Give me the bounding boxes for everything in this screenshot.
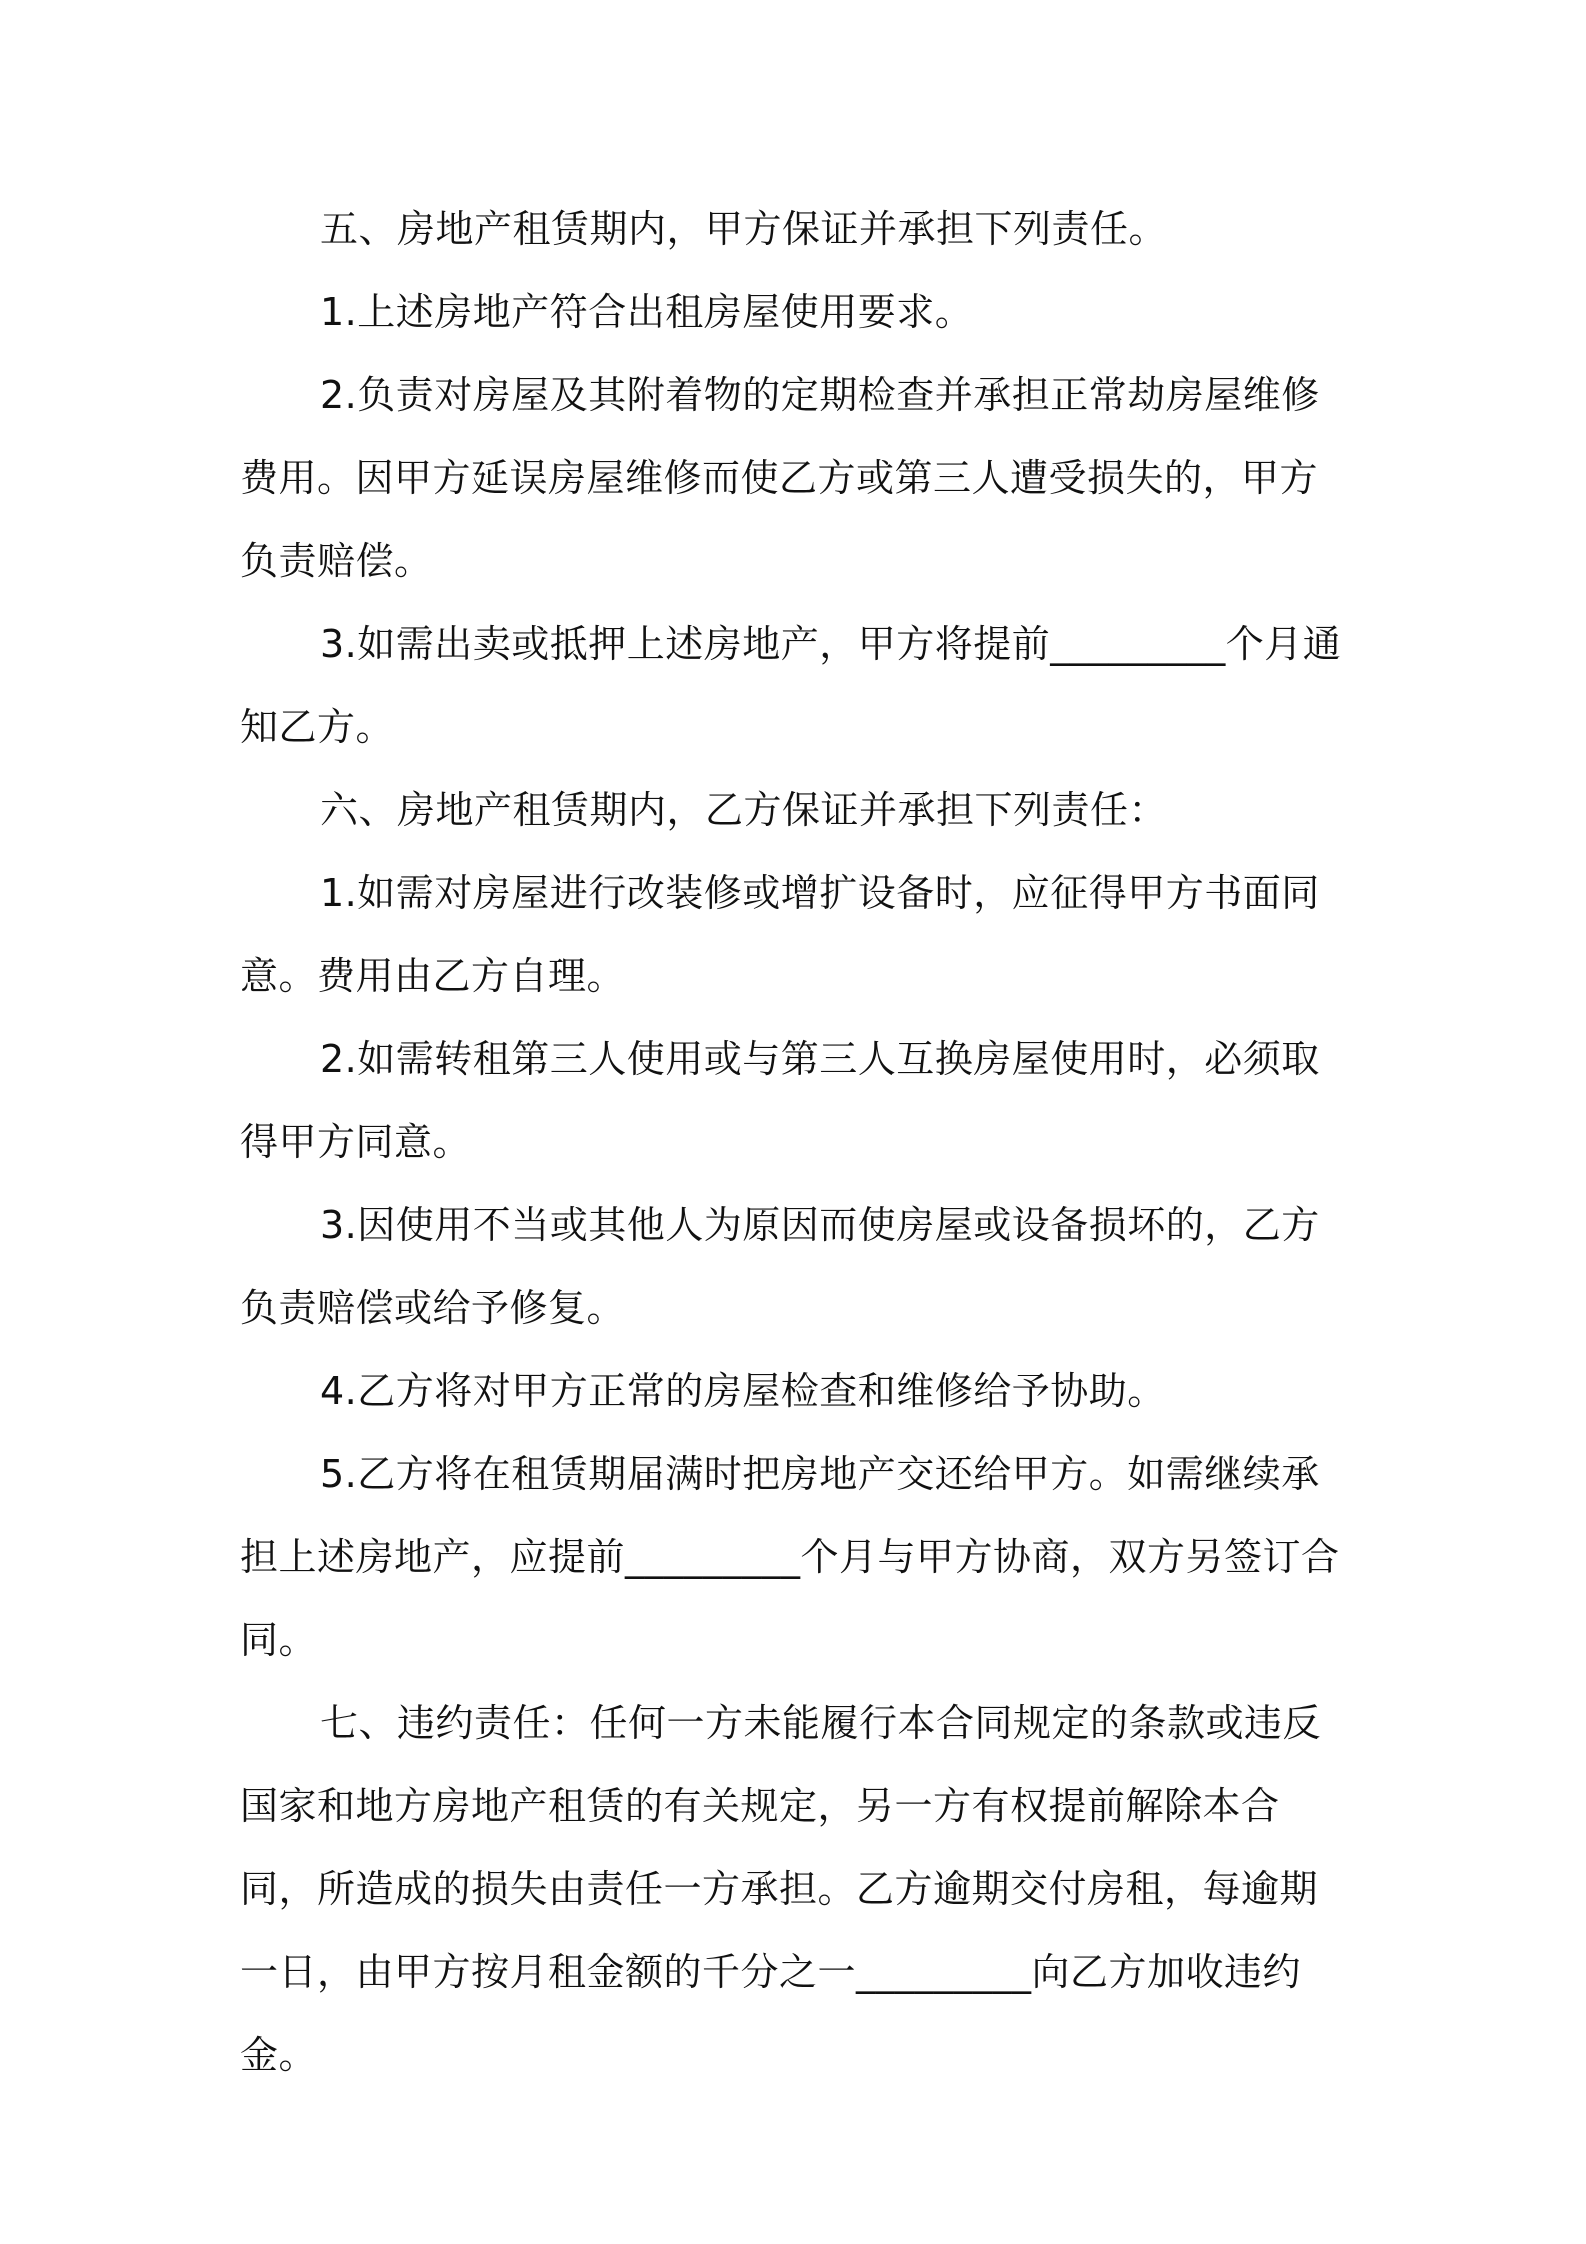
section-6-item-1: 1.如需对房屋进行改装修或增扩设备时，应征得甲方书面同意。费用由乙方自理。 [240, 871, 1320, 998]
section-5-item-1: 1.上述房地产符合出租房屋使用要求。 [320, 290, 974, 334]
section-5-item-3: 3.如需出卖或抵押上述房地产，甲方将提前_________个月通知乙方。 [240, 622, 1342, 749]
section-5-heading: 五、房地产租赁期内，甲方保证并承担下列责任。 [320, 207, 1168, 251]
section-5-item-2: 2.负责对房屋及其附着物的定期检查并承担正常劫房屋维修费用。因甲方延误房屋维修而使乙方或第三人遭受损失的，甲方负责赔偿。 [240, 373, 1320, 583]
section-6-item-2: 2.如需转租第三人使用或与第三人互换房屋使用时，必须取得甲方同意。 [240, 1037, 1320, 1164]
section-6-item-3: 3.因使用不当或其他人为原因而使房屋或设备损坏的，乙方负责赔偿或给予修复。 [240, 1203, 1320, 1330]
section-6-heading: 六、房地产租赁期内，乙方保证并承担下列责任： [320, 788, 1168, 832]
section-6-item-4: 4.乙方将对甲方正常的房屋检查和维修给予协助。 [320, 1369, 1166, 1413]
section-7-paragraph: 七、违约责任：任何一方未能履行本合同规定的条款或违反国家和地方房地产租赁的有关规定，另一方有权提前解除本合同，所造成的损失由责任一方承担。乙方逾期交付房租，每逾期一日，由甲方按月租金额的千分之一_________向乙方加收违约金。 [240, 1701, 1322, 2077]
section-6-item-5: 5.乙方将在租赁期届满时把房地产交还给甲方。如需继续承担上述房地产，应提前_________个月与甲方协商，双方另签订合同。 [240, 1452, 1340, 1662]
document-body [240, 188, 1356, 2097]
